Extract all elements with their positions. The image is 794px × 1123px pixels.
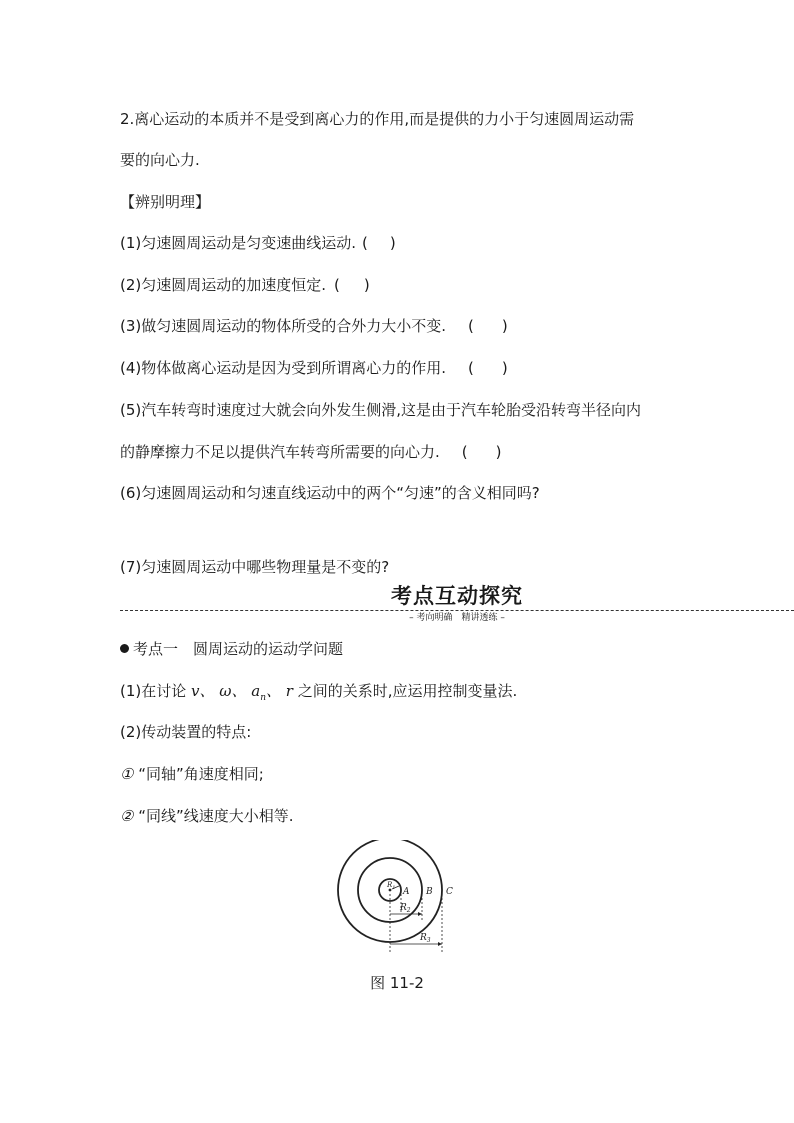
bianbie-item-4-text: (4)物体做离心运动是因为受到所谓离心力的作用. [120, 359, 447, 377]
bianbie-item-1 [120, 233, 406, 253]
label-b: B [426, 887, 433, 897]
label-r3: $R_3$ [420, 933, 431, 944]
kaodian-p3 [120, 764, 264, 784]
section-header [120, 583, 794, 623]
paren-open: ( [468, 317, 474, 335]
bianbie-item-6: (6)匀速圆周运动和匀速直线运动中的两个“匀速”的含义相同吗? [120, 484, 540, 502]
paren-open: ( [461, 443, 468, 461]
label-r1: $R_1$ [387, 881, 396, 891]
label-c: C [446, 887, 453, 897]
p1-prefix: (1)在讨论 [120, 682, 187, 700]
bianbie-item-5-line-2 [120, 442, 502, 462]
paren-open: ( [468, 359, 474, 377]
paren-open: ( [334, 276, 340, 294]
bianbie-item-4 [120, 358, 508, 378]
label-r2: $R_2$ [400, 903, 411, 914]
bullet-icon [120, 644, 129, 653]
p3-num: ① [120, 765, 134, 783]
bianbie-item-2-text: (2)匀速圆周运动的加速度恒定. [120, 276, 327, 294]
kaodian-title-text: 考点一 圆周运动的运动学问题 [133, 640, 344, 658]
p1-variables [191, 682, 293, 703]
r2-arrowhead [418, 912, 422, 916]
paren-close: ) [495, 443, 502, 461]
p1-vars2: 、 r [266, 682, 293, 700]
p4-text: “同线”线速度大小相等. [138, 807, 294, 825]
figure-svg [336, 840, 460, 964]
kaodian-title [120, 639, 343, 659]
bianbie-item-1-text: (1)匀速圆周运动是匀变速曲线运动. [120, 234, 357, 252]
p3-text: “同轴”角速度相同; [138, 765, 264, 783]
paren-close: ) [389, 234, 396, 252]
bianbie-item-5-text: 的静摩擦力不足以提供汽车转弯所需要的向心力. [120, 443, 440, 461]
bianbie-item-7: (7)匀速圆周运动中哪些物理量是不变的? [120, 558, 390, 576]
figure-caption: 图 11-2 [370, 974, 424, 992]
section-divider [120, 610, 794, 611]
kaodian-p4 [120, 806, 294, 826]
label-a: A [403, 887, 410, 897]
p1-sub: n [260, 693, 267, 703]
bianbie-item-2 [120, 275, 370, 295]
kaodian-p2: (2)传动装置的特点: [120, 723, 252, 741]
p1-suffix: 之间的关系时,应运用控制变量法. [297, 682, 518, 700]
bianbie-heading: 【辨别明理】 [120, 193, 211, 211]
p1-vars: v、 ω、 a [191, 682, 261, 700]
section-title: 考点互动探究 [391, 584, 523, 608]
intro-line-2: 要的向心力. [120, 151, 200, 169]
paren-close: ) [501, 359, 508, 377]
p4-num: ② [120, 807, 134, 825]
r3-arrowhead [438, 942, 442, 946]
kaodian-p1 [120, 681, 517, 708]
intro-line-1: 2.离心运动的本质并不是受到离心力的作用,而是提供的力小于匀速圆周运动需 [120, 110, 635, 128]
bianbie-item-3 [120, 316, 508, 336]
section-subtitle: – 考向明确 精讲透练 – [409, 613, 505, 623]
bianbie-item-5-line-1: (5)汽车转弯时速度过大就会向外发生侧滑,这是由于汽车轮胎受沿转弯半径向内 [120, 401, 642, 419]
concentric-circles-figure [336, 840, 460, 968]
center-dot [389, 889, 392, 892]
paren-open: ( [362, 234, 368, 252]
bianbie-item-3-text: (3)做匀速圆周运动的物体所受的合外力大小不变. [120, 317, 447, 335]
paren-close: ) [501, 317, 508, 335]
paren-close: ) [363, 276, 370, 294]
